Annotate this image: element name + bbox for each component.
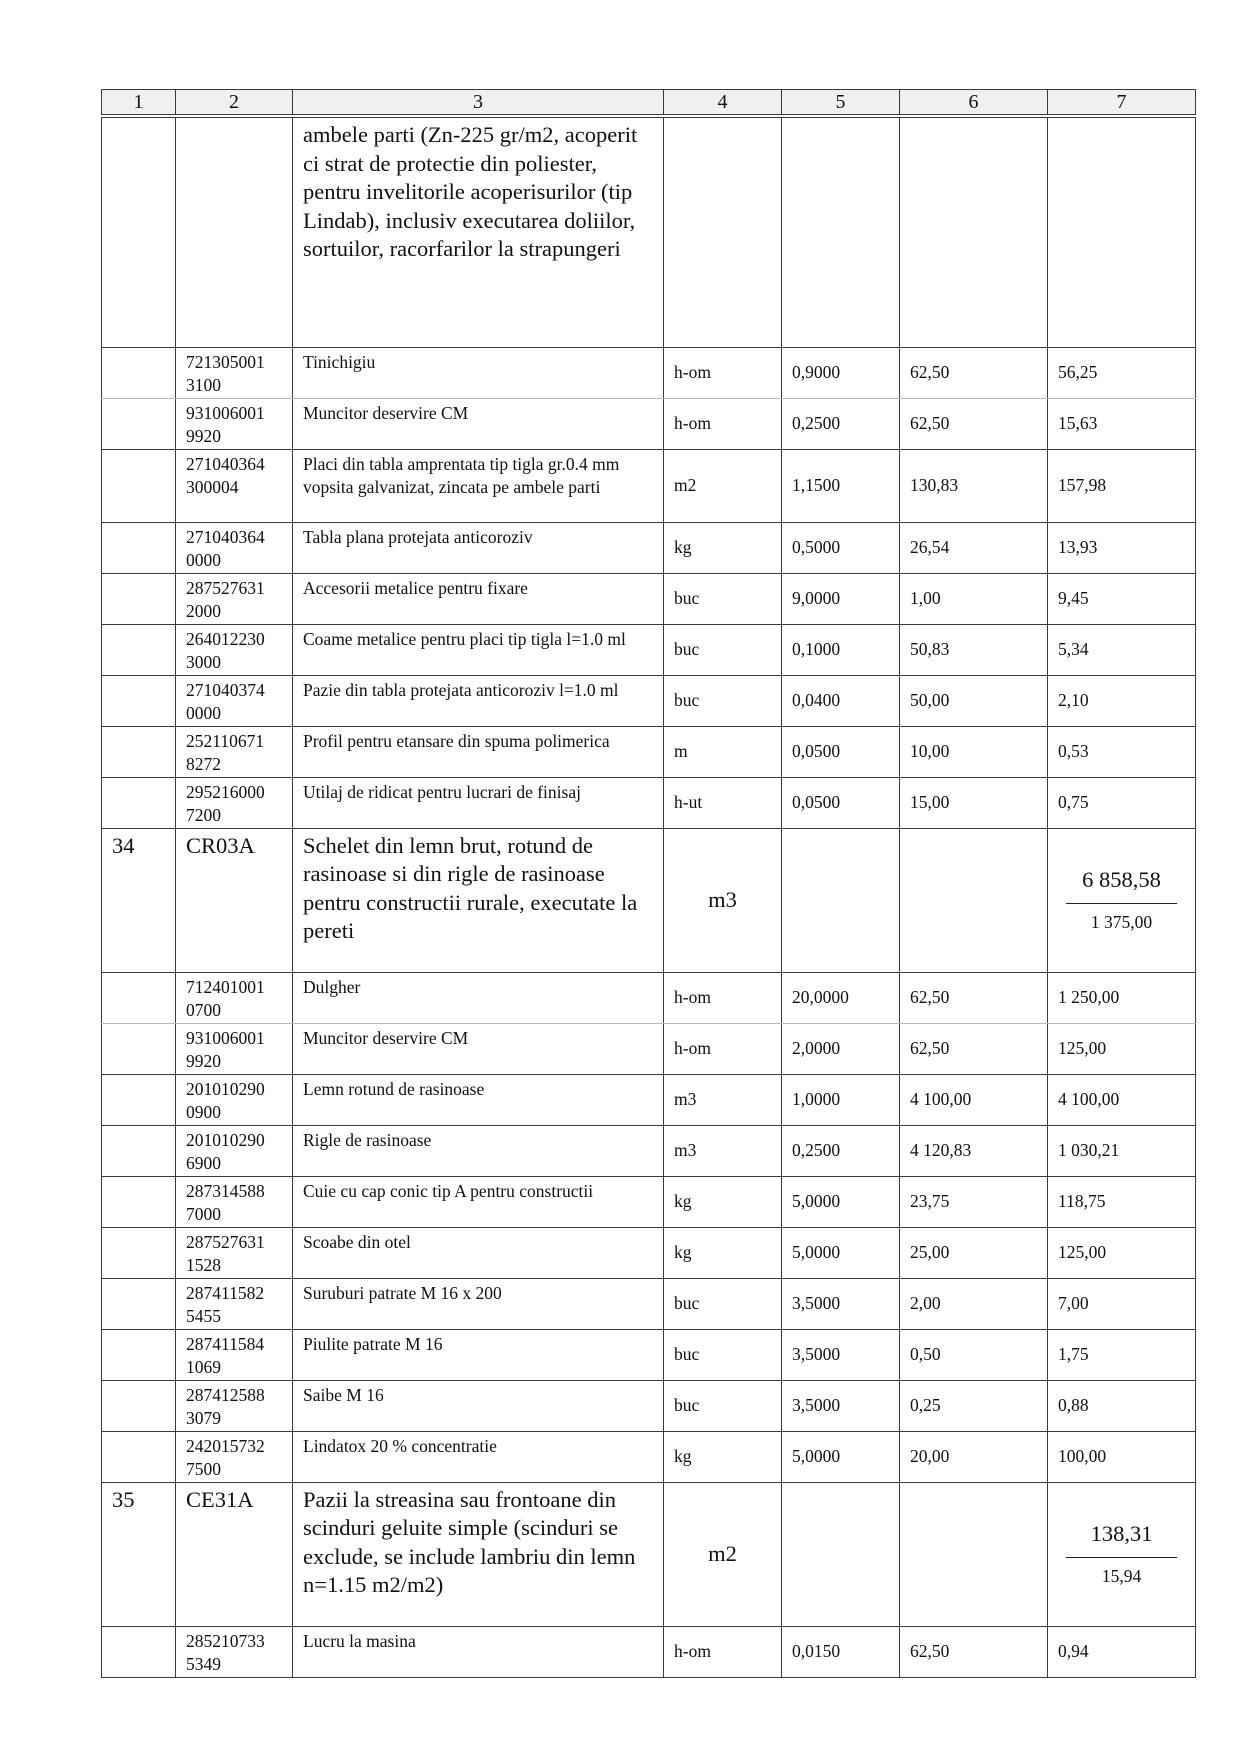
empty-cell [102,1074,176,1125]
item-total-price: 6 858,58 [1066,867,1177,904]
resource-quantity: 3,5000 [782,1329,900,1380]
resource-code: 271040374 0000 [176,675,293,726]
resource-quantity: 0,0400 [782,675,900,726]
resource-total: 2,10 [1048,675,1196,726]
resource-name: Placi din tabla amprentata tip tigla gr.0.4 mm vopsita galvanizat, zincata pe ambele parti [293,449,664,522]
empty-cell [102,972,176,1023]
resource-unit-price: 0,25 [900,1380,1048,1431]
resource-total: 1,75 [1048,1329,1196,1380]
empty-cell [900,1482,1048,1626]
resource-row [102,1074,1196,1125]
item-labor-cost: 1 375,00 [1090,912,1153,932]
empty-cell [102,777,176,828]
empty-cell [782,116,900,347]
column-header-3: 3 [293,90,664,117]
resource-row [102,1431,1196,1482]
resource-row [102,522,1196,573]
work-item-row [102,1482,1196,1626]
resource-unit-price: 50,83 [900,624,1048,675]
resource-name: Utilaj de ridicat pentru lucrari de finisaj [293,777,664,828]
empty-cell [900,116,1048,347]
resource-name: Lucru la masina [293,1626,664,1677]
empty-cell [102,624,176,675]
empty-cell [102,1626,176,1677]
resource-unit: h-om [664,1023,782,1074]
resource-unit-price: 62,50 [900,1626,1048,1677]
resource-unit-price: 23,75 [900,1176,1048,1227]
resource-name: Coame metalice pentru placi tip tigla l=1.0 ml [293,624,664,675]
resource-quantity: 1,0000 [782,1074,900,1125]
resource-row [102,675,1196,726]
resource-row [102,1176,1196,1227]
resource-total: 1 250,00 [1048,972,1196,1023]
resource-unit-price: 130,83 [900,449,1048,522]
resource-quantity: 0,2500 [782,1125,900,1176]
item-number: 35 [102,1482,176,1626]
resource-quantity: 0,1000 [782,624,900,675]
column-number-header [102,90,1196,117]
empty-cell [102,1176,176,1227]
resource-quantity: 0,0150 [782,1626,900,1677]
resource-total: 100,00 [1048,1431,1196,1482]
resource-quantity: 5,0000 [782,1227,900,1278]
resource-name: Lemn rotund de rasinoase [293,1074,664,1125]
item-total-cell [1048,828,1196,972]
resource-code: 287527631 1528 [176,1227,293,1278]
empty-cell [664,116,782,347]
resource-code: 931006001 9920 [176,398,293,449]
resource-total: 5,34 [1048,624,1196,675]
resource-name: Tabla plana protejata anticoroziv [293,522,664,573]
resource-name: Piulite patrate M 16 [293,1329,664,1380]
item-description: Schelet din lemn brut, rotund de rasinoase si din rigle de rasinoase pentru constructii rurale, executate la pereti [293,828,664,972]
resource-code: 264012230 3000 [176,624,293,675]
resource-code: 721305001 3100 [176,347,293,398]
resource-code: 271040364 0000 [176,522,293,573]
column-header-2: 2 [176,90,293,117]
resource-unit-price: 15,00 [900,777,1048,828]
resource-code: 285210733 5349 [176,1626,293,1677]
resource-quantity: 0,0500 [782,726,900,777]
resource-total: 125,00 [1048,1023,1196,1074]
resource-name: Muncitor deservire CM [293,398,664,449]
resource-code: 287411582 5455 [176,1278,293,1329]
empty-cell [102,573,176,624]
empty-cell [102,449,176,522]
resource-total: 0,94 [1048,1626,1196,1677]
resource-row [102,1227,1196,1278]
resource-name: Accesorii metalice pentru fixare [293,573,664,624]
resource-unit: kg [664,522,782,573]
resource-row [102,777,1196,828]
empty-cell [900,828,1048,972]
resource-row [102,1278,1196,1329]
resource-unit: kg [664,1227,782,1278]
resource-unit-price: 20,00 [900,1431,1048,1482]
resource-code: 287527631 2000 [176,573,293,624]
empty-cell [102,1125,176,1176]
item-number: 34 [102,828,176,972]
resource-unit-price: 10,00 [900,726,1048,777]
item-code: CR03A [176,828,293,972]
resource-name: Muncitor deservire CM [293,1023,664,1074]
resource-total: 1 030,21 [1048,1125,1196,1176]
resource-quantity: 0,0500 [782,777,900,828]
estimate-sheet [101,89,1195,1678]
resource-unit: buc [664,1380,782,1431]
resource-total: 56,25 [1048,347,1196,398]
resource-total: 4 100,00 [1048,1074,1196,1125]
resource-code: 931006001 9920 [176,1023,293,1074]
column-header-7: 7 [1048,90,1196,117]
resource-unit: buc [664,573,782,624]
empty-cell [102,675,176,726]
resource-name: Rigle de rasinoase [293,1125,664,1176]
item-description-continued: ambele parti (Zn-225 gr/m2, acoperit ci strat de protectie din poliester, pentru invelitorile acoperisurilor (tip Lindab), inclusiv executarea doliilor, sortuilor, racorfarilor la strapungeri [293,116,664,347]
item-number-cell [102,116,176,347]
resource-unit-price: 62,50 [900,398,1048,449]
item-unit: m3 [664,828,782,972]
resource-unit: h-om [664,1626,782,1677]
resource-unit: m2 [664,449,782,522]
resource-unit-price: 1,00 [900,573,1048,624]
resource-quantity: 0,5000 [782,522,900,573]
resource-quantity: 5,0000 [782,1431,900,1482]
resource-unit: h-om [664,398,782,449]
column-header-6: 6 [900,90,1048,117]
resource-name: Cuie cu cap conic tip A pentru constructii [293,1176,664,1227]
resource-name: Dulgher [293,972,664,1023]
empty-cell [102,1023,176,1074]
resource-quantity: 20,0000 [782,972,900,1023]
resource-code: 287411584 1069 [176,1329,293,1380]
resource-quantity: 0,2500 [782,398,900,449]
resource-quantity: 1,1500 [782,449,900,522]
resource-unit: buc [664,675,782,726]
resource-unit-price: 26,54 [900,522,1048,573]
resource-unit: kg [664,1431,782,1482]
resource-row [102,1380,1196,1431]
resource-quantity: 9,0000 [782,573,900,624]
resource-code: 295216000 7200 [176,777,293,828]
resource-row [102,726,1196,777]
resource-total: 15,63 [1048,398,1196,449]
resource-quantity: 3,5000 [782,1278,900,1329]
empty-cell [102,1431,176,1482]
item-labor-cost: 15,94 [1101,1566,1142,1586]
estimate-table [101,89,1196,1678]
resource-total: 0,53 [1048,726,1196,777]
item-code: CE31A [176,1482,293,1626]
resource-unit: h-om [664,972,782,1023]
resource-unit-price: 25,00 [900,1227,1048,1278]
resource-name: Pazie din tabla protejata anticoroziv l=1.0 ml [293,675,664,726]
resource-total: 9,45 [1048,573,1196,624]
resource-unit-price: 50,00 [900,675,1048,726]
empty-cell [1048,116,1196,347]
column-header-4: 4 [664,90,782,117]
resource-name: Saibe M 16 [293,1380,664,1431]
empty-cell [102,1278,176,1329]
resource-name: Scoabe din otel [293,1227,664,1278]
resource-code: 201010290 6900 [176,1125,293,1176]
resource-row [102,1329,1196,1380]
resource-unit: kg [664,1176,782,1227]
work-item-row [102,828,1196,972]
empty-cell [102,1329,176,1380]
resource-row [102,972,1196,1023]
resource-unit-price: 4 120,83 [900,1125,1048,1176]
resource-unit-price: 62,50 [900,972,1048,1023]
resource-row [102,1125,1196,1176]
resource-row [102,398,1196,449]
continuation-row [102,116,1196,347]
item-code-cell [176,116,293,347]
resource-unit: buc [664,624,782,675]
resource-name: Suruburi patrate M 16 x 200 [293,1278,664,1329]
resource-unit: m3 [664,1074,782,1125]
resource-total: 157,98 [1048,449,1196,522]
resource-code: 201010290 0900 [176,1074,293,1125]
resource-code: 271040364 300004 [176,449,293,522]
resource-total: 7,00 [1048,1278,1196,1329]
column-header-1: 1 [102,90,176,117]
empty-cell [782,828,900,972]
resource-row [102,449,1196,522]
resource-unit: buc [664,1278,782,1329]
resource-name: Profil pentru etansare din spuma polimerica [293,726,664,777]
item-total-price: 138,31 [1066,1521,1177,1558]
resource-unit: buc [664,1329,782,1380]
empty-cell [782,1482,900,1626]
empty-cell [102,522,176,573]
resource-unit-price: 62,50 [900,347,1048,398]
resource-total: 0,88 [1048,1380,1196,1431]
resource-quantity: 3,5000 [782,1380,900,1431]
resource-unit-price: 0,50 [900,1329,1048,1380]
resource-total: 118,75 [1048,1176,1196,1227]
resource-total: 0,75 [1048,777,1196,828]
resource-total: 13,93 [1048,522,1196,573]
empty-cell [102,347,176,398]
resource-quantity: 2,0000 [782,1023,900,1074]
empty-cell [102,726,176,777]
table-body [102,116,1196,1677]
resource-unit: h-ut [664,777,782,828]
empty-cell [102,398,176,449]
resource-unit: m [664,726,782,777]
resource-name: Lindatox 20 % concentratie [293,1431,664,1482]
empty-cell [102,1227,176,1278]
resource-unit-price: 4 100,00 [900,1074,1048,1125]
item-unit: m2 [664,1482,782,1626]
item-description: Pazii la streasina sau frontoane din scinduri geluite simple (scinduri se exclude, se include lambriu din lemn n=1.15 m2/m2) [293,1482,664,1626]
resource-unit: h-om [664,347,782,398]
resource-quantity: 5,0000 [782,1176,900,1227]
column-header-5: 5 [782,90,900,117]
resource-row [102,347,1196,398]
resource-code: 242015732 7500 [176,1431,293,1482]
item-total-cell [1048,1482,1196,1626]
resource-name: Tinichigiu [293,347,664,398]
resource-code: 712401001 0700 [176,972,293,1023]
resource-code: 252110671 8272 [176,726,293,777]
resource-quantity: 0,9000 [782,347,900,398]
resource-code: 287412588 3079 [176,1380,293,1431]
resource-unit: m3 [664,1125,782,1176]
resource-unit-price: 62,50 [900,1023,1048,1074]
resource-total: 125,00 [1048,1227,1196,1278]
empty-cell [102,1380,176,1431]
resource-row [102,1023,1196,1074]
resource-code: 287314588 7000 [176,1176,293,1227]
resource-row [102,573,1196,624]
resource-unit-price: 2,00 [900,1278,1048,1329]
resource-row [102,1626,1196,1677]
resource-row [102,624,1196,675]
